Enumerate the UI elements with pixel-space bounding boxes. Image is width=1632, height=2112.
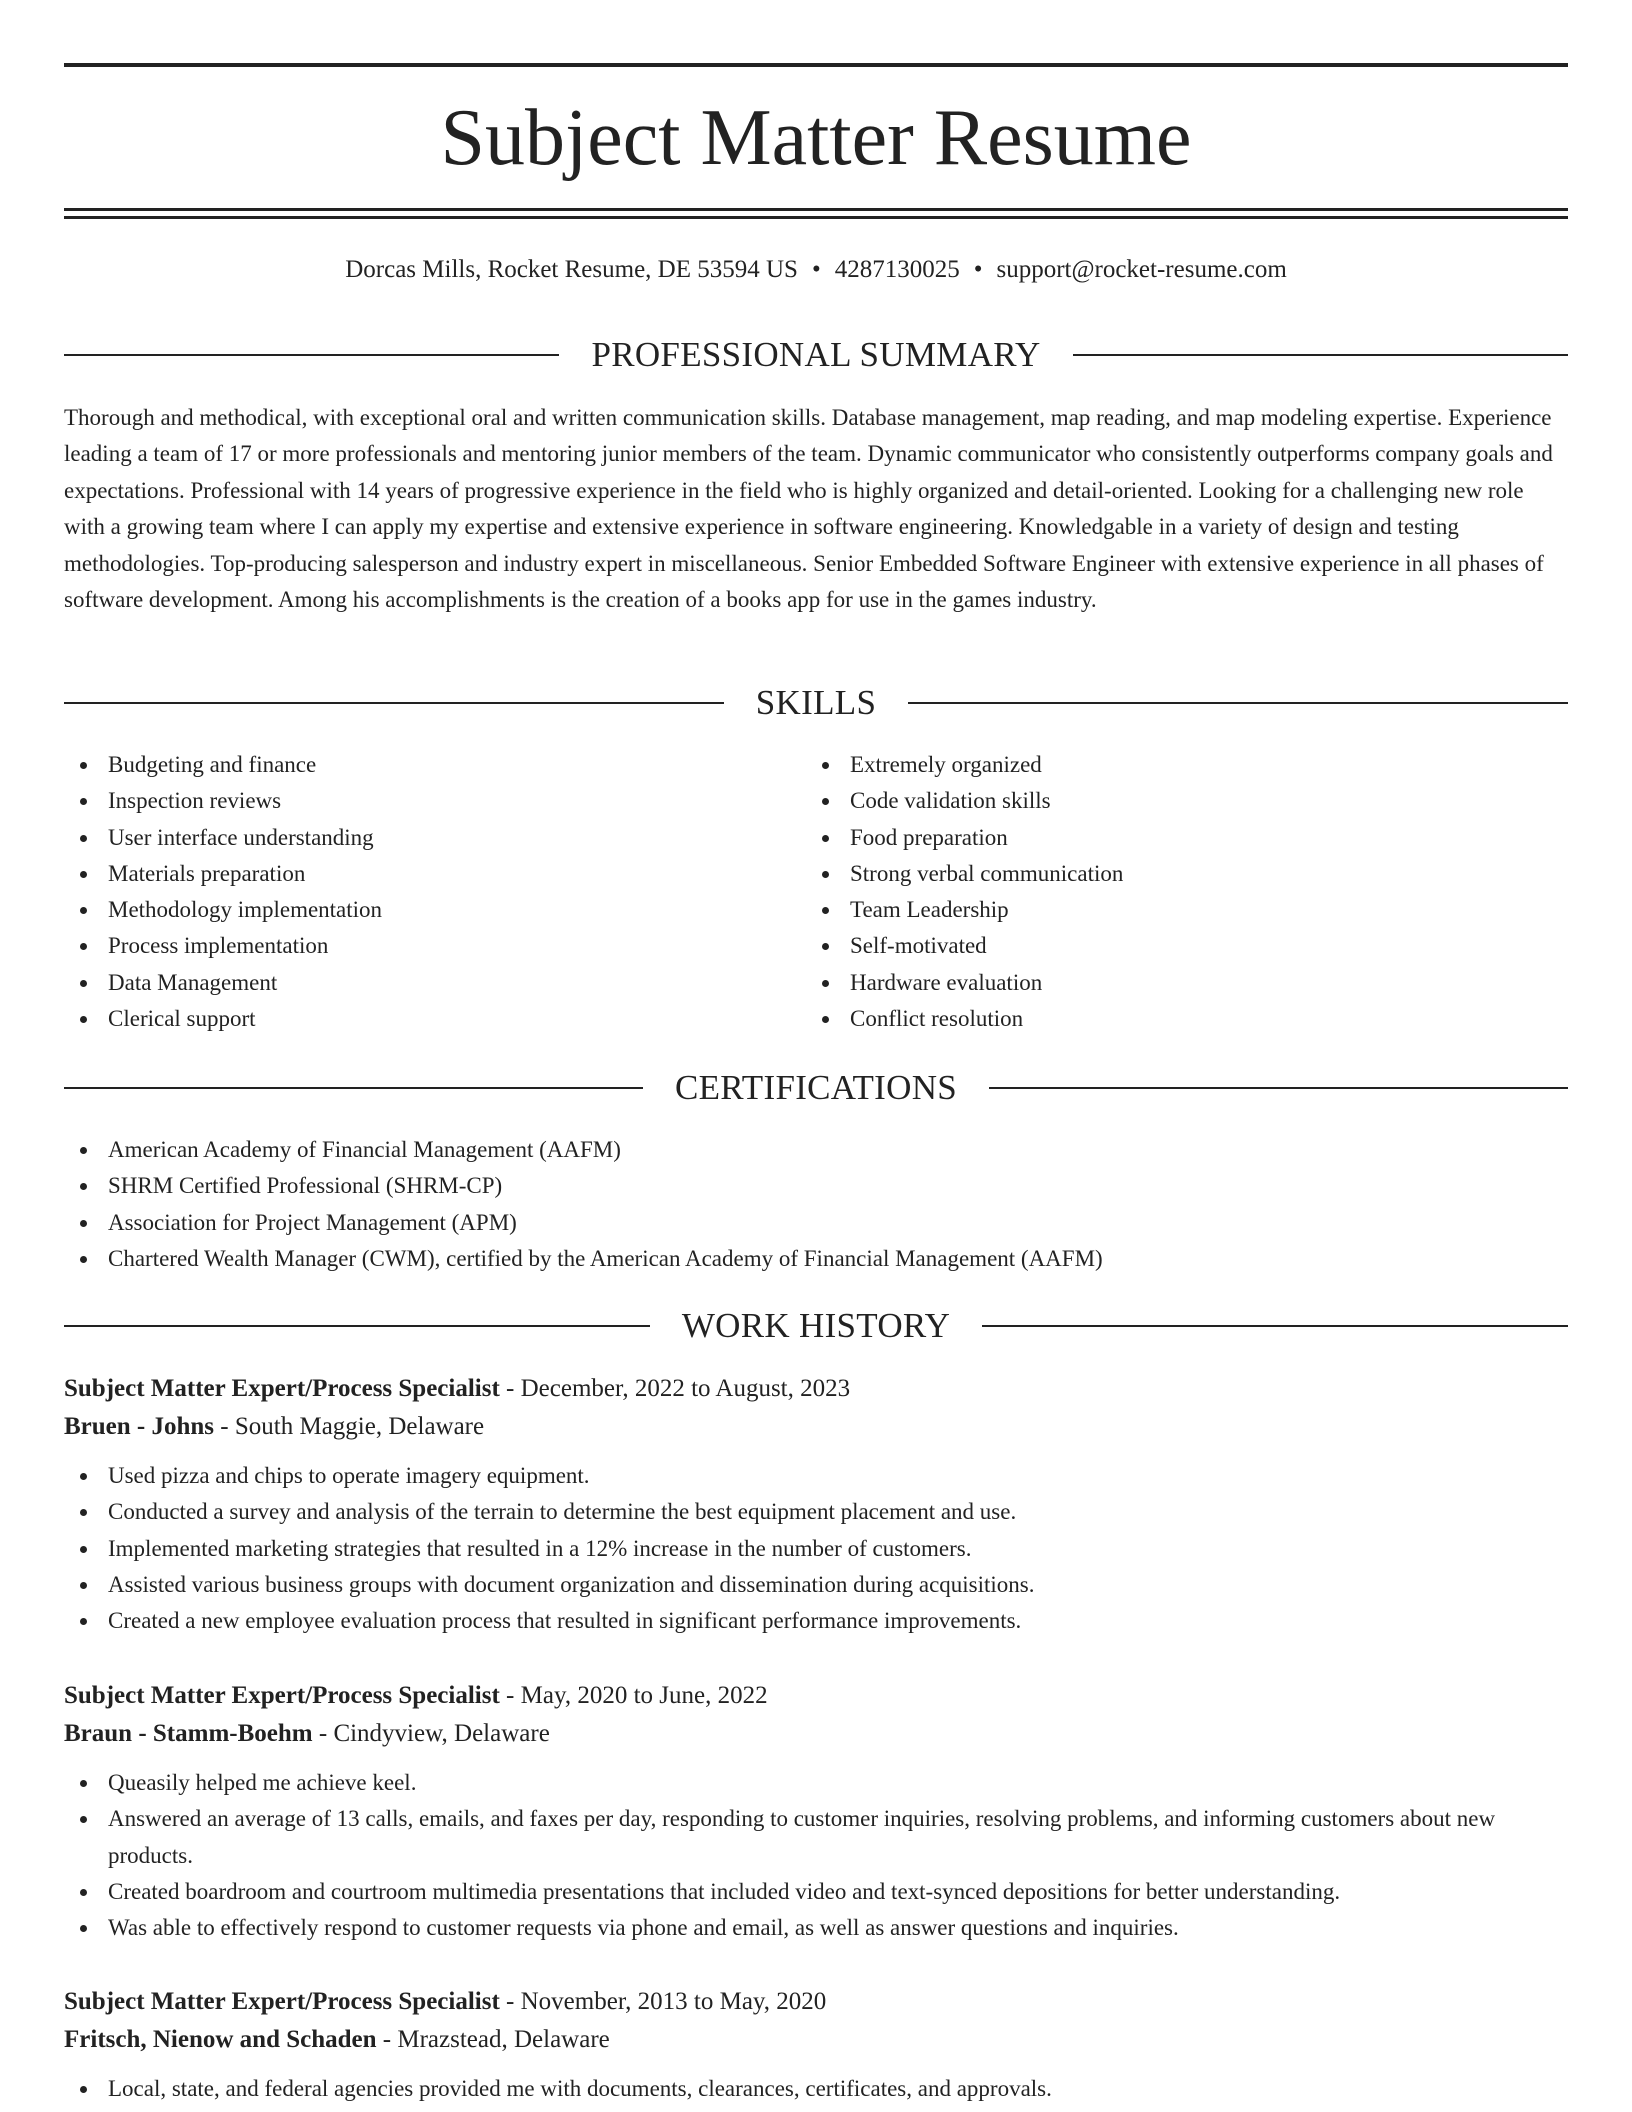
skill-item: User interface understanding (64, 820, 764, 856)
job-dates: May, 2020 to June, 2022 (520, 1682, 768, 1709)
certification-item: Association for Project Management (APM) (64, 1205, 1568, 1241)
job-bullet: Created a new employee evaluation process that resulted in significant performance improvements. (64, 1603, 1568, 1639)
dash: - (318, 1720, 328, 1747)
job-bullet: Used pizza and chips to operate imagery equipment. (64, 1458, 1568, 1494)
contact-separator: • (973, 256, 983, 283)
job-dates: December, 2022 to August, 2023 (520, 1375, 851, 1402)
skill-item: Code validation skills (806, 783, 1506, 819)
job-company-row (64, 1715, 1568, 1753)
job-bullet: Implemented marketing strategies that resulted in a 12% increase in the number of customers. (64, 1531, 1568, 1567)
dash: - (220, 1413, 229, 1440)
job-title-row (64, 1677, 1568, 1715)
skills-heading (64, 681, 1568, 725)
contact-email: support@rocket-resume.com (996, 256, 1287, 283)
job-title: Subject Matter Expert/Process Specialist (64, 1988, 500, 2015)
section-title: CERTIFICATIONS (674, 1068, 958, 1107)
job-company: Bruen - Johns (64, 1413, 215, 1440)
certifications-list (64, 1132, 1568, 1277)
job-bullet: Local, state, and federal agencies provided me with documents, clearances, certificates, and approvals. (64, 2071, 1568, 2107)
job-location: Cindyview, Delaware (333, 1720, 550, 1747)
certification-item: SHRM Certified Professional (SHRM-CP) (64, 1168, 1568, 1204)
heading-rule-right (982, 1325, 1568, 1327)
skill-item: Process implementation (64, 928, 764, 964)
work-history-heading (64, 1304, 1568, 1348)
job-location: Mrazstead, Delaware (397, 2026, 610, 2053)
job-title-row (64, 1370, 1568, 1408)
dash: - (506, 1988, 515, 2015)
dash: - (382, 2026, 392, 2053)
certifications-heading (64, 1066, 1568, 1110)
job-entry (64, 1370, 1568, 1639)
skill-item: Clerical support (64, 1001, 764, 1037)
contact-address: Dorcas Mills, Rocket Resume, DE 53594 US (345, 256, 798, 283)
heading-rule-right (1073, 354, 1568, 356)
skill-item: Extremely organized (806, 747, 1506, 783)
heading-rule-left (64, 1325, 650, 1327)
certification-item: Chartered Wealth Manager (CWM), certified by the American Academy of Financial Management (AAFM) (64, 1241, 1568, 1277)
section-title: SKILLS (755, 683, 877, 722)
dash: - (506, 1682, 515, 1709)
summary-text: Thorough and methodical, with exceptional oral and written communication skills. Database management, map reading, and map modeling expertise. Experience leading a team of 17 or more professionals and mentoring junior members of the team. Dynamic communicator who consistently outperforms company goals and expectations. Professional with 14 years of progressive experience in the field who is highly organized and detail-oriented. Looking for a challenging new role with a growing team where I can apply my expertise and extensive experience in software engineering. Knowledgable in a variety of design and testing methodologies. Top-producing salesperson and industry expert in miscellaneous. Senior Embedded Software Engineer with extensive experience in all phases of software development. Among his accomplishments is the creation of a books app for use in the games industry. (64, 405, 1553, 613)
skill-item: Methodology implementation (64, 892, 764, 928)
skill-item: Hardware evaluation (806, 965, 1506, 1001)
header-double-rule (64, 208, 1568, 219)
job-title: Subject Matter Expert/Process Specialist (64, 1682, 500, 1709)
contact-separator: • (811, 256, 821, 283)
skill-item: Self-motivated (806, 928, 1506, 964)
contact-phone: 4287130025 (834, 256, 960, 283)
job-title: Subject Matter Expert/Process Specialist (64, 1375, 500, 1402)
job-bullet: Conducted a survey and analysis of the terrain to determine the best equipment placement and use. (64, 1494, 1568, 1530)
certification-item: American Academy of Financial Management (AAFM) (64, 1132, 1568, 1168)
section-title: WORK HISTORY (681, 1306, 951, 1345)
heading-rule-left (64, 702, 724, 704)
summary-heading (64, 333, 1568, 377)
heading-rule-right (989, 1087, 1568, 1089)
job-entry (64, 1677, 1568, 1946)
contact-line (64, 253, 1568, 287)
skill-item: Budgeting and finance (64, 747, 764, 783)
job-entry (64, 1983, 1568, 2107)
skills-list-right (806, 747, 1506, 1037)
job-company-row (64, 1408, 1568, 1446)
skills-list-left (64, 747, 764, 1037)
job-title-row (64, 1983, 1568, 2021)
skill-item: Conflict resolution (806, 1001, 1506, 1037)
resume-title: Subject Matter Resume (440, 94, 1192, 182)
heading-rule-right (908, 702, 1568, 704)
header-top-rule (64, 63, 1568, 67)
heading-rule-left (64, 1087, 643, 1089)
job-dates: November, 2013 to May, 2020 (520, 1988, 827, 2015)
job-bullets (64, 1458, 1568, 1639)
skill-item: Food preparation (806, 820, 1506, 856)
skill-item: Strong verbal communication (806, 856, 1506, 892)
job-bullet: Assisted various business groups with document organization and dissemination during acquisitions. (64, 1567, 1568, 1603)
skill-item: Materials preparation (64, 856, 764, 892)
job-bullet: Queasily helped me achieve keel. (64, 1765, 1568, 1801)
job-company: Fritsch, Nienow and Schaden (64, 2026, 377, 2053)
skill-item: Data Management (64, 965, 764, 1001)
section-title: PROFESSIONAL SUMMARY (591, 335, 1041, 374)
skill-item: Team Leadership (806, 892, 1506, 928)
heading-rule-left (64, 354, 559, 356)
job-bullets (64, 2071, 1568, 2107)
job-bullet: Created boardroom and courtroom multimedia presentations that included video and text-synced depositions for better understanding. (64, 1874, 1568, 1910)
job-company-row (64, 2021, 1568, 2059)
job-bullet: Answered an average of 13 calls, emails, and faxes per day, responding to customer inquiries, resolving problems, and informing customers about new products. (64, 1801, 1568, 1874)
skill-item: Inspection reviews (64, 783, 764, 819)
job-bullet: Was able to effectively respond to customer requests via phone and email, as well as answer questions and inquiries. (64, 1910, 1568, 1946)
job-location: South Maggie, Delaware (234, 1413, 485, 1440)
job-bullets (64, 1765, 1568, 1946)
dash: - (506, 1375, 515, 1402)
job-company: Braun - Stamm-Boehm (64, 1720, 313, 1747)
